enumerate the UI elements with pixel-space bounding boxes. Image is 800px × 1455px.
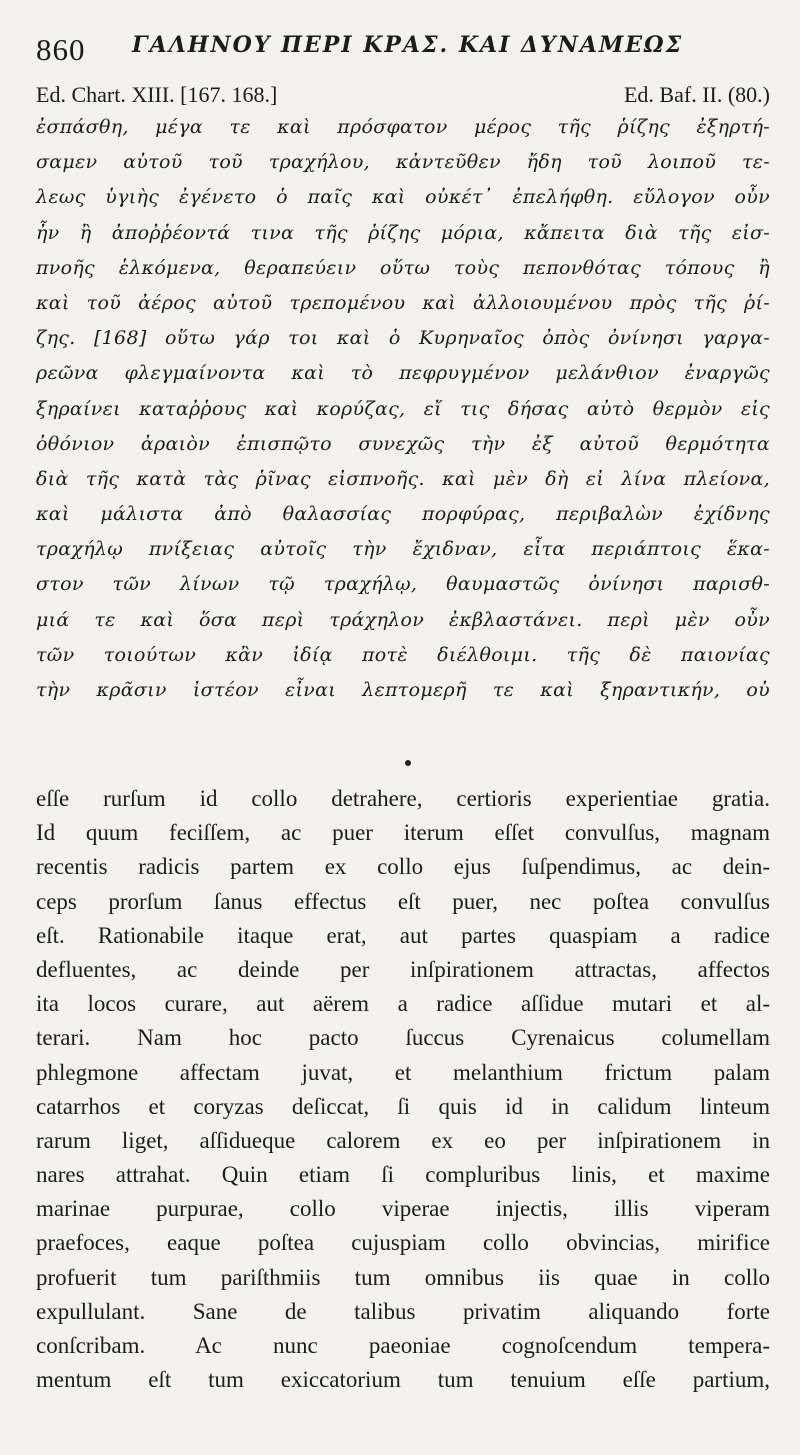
greek-text-block (36, 110, 770, 708)
greek-line: στον τῶν λίνων τῷ τραχήλῳ, θαυμαστῶς ὀνίνησι παρισθ- (36, 573, 770, 596)
latin-line: nares attrahat. Quin etiam ſi compluribus linis, et maxime (36, 1162, 770, 1188)
page-number: 860 (36, 32, 86, 67)
greek-line: μιά τε καὶ ὅσα περὶ τράχηλον ἐκβλαστάνει. περὶ μὲν οὖν (36, 608, 770, 631)
latin-line: phlegmone affectam juvat, et melanthium frictum palam (36, 1059, 770, 1085)
latin-line: Id quum feciſſem, ac puer iterum eſſet convulſus, magnam (36, 820, 770, 846)
greek-line: λεως ὑγιὴς ἐγένετο ὁ παῖς καὶ οὐκέτ᾽ ἐπελήφθη. εὔλογον οὖν (36, 186, 770, 209)
latin-line: ceps prorſum ſanus effectus eſt puer, nec poſtea convulſus (36, 888, 770, 914)
greek-line: τῶν τοιούτων κἂν ἰδίᾳ ποτὲ διέλθοιμι. τῆς δὲ παιονίας (36, 643, 770, 666)
latin-line: expullulant. Sane de talibus privatim aliquando forte (36, 1298, 770, 1324)
greek-line: καὶ μάλιστα ἀπὸ θαλασσίας πορφύρας, περιβαλὼν ἐχίδνης (36, 503, 770, 526)
greek-line: πνοῆς ἑλκόμενα, θεραπεύειν οὕτω τοὺς πεπονθότας τόπους ἢ (36, 256, 770, 279)
greek-line: ρεῶνα φλεγμαίνοντα καὶ τὸ πεφρυγμένον μελάνθιον ἐναργῶς (36, 362, 770, 385)
greek-line: ἦν ἢ ἀποῤῥέοντά τινα τῆς ῥίζης μόρια, κἄπειτα διὰ τῆς εἰσ- (36, 221, 770, 244)
latin-line: ita locos curare, aut aërem a radice aſſidue mutari et al- (36, 991, 770, 1017)
greek-line: τὴν κρᾶσιν ἰστέον εἶναι λεπτομερῆ τε καὶ ξηραντικήν, οὐ (36, 679, 770, 701)
latin-line: praefoces, eaque poſtea cujuspiam collo obvincias, mirifice (36, 1230, 770, 1256)
latin-text-block (36, 782, 770, 1397)
latin-line: profuerit tum pariſthmiis tum omnibus iis quae in collo (36, 1264, 770, 1290)
greek-line: ξηραίνει καταῤῥους καὶ κορύζας, εἴ τις δήσας αὐτὸ θερμὸν εἰς (36, 397, 770, 420)
latin-line: marinae purpurae, collo viperae injectis, illis viperam (36, 1196, 770, 1222)
running-head: ΓΑΛΗΝΟΥ ΠΕΡΙ ΚΡΑΣ. ΚΑΙ ΔΥΝΑΜΕΩΣ (132, 32, 684, 58)
greek-line: σαμεν αὐτοῦ τοῦ τραχήλου, κἀντεῦθεν ἤδη τοῦ λοιποῦ τε- (36, 151, 770, 174)
latin-line: defluentes, ac deinde per inſpirationem attractas, affectos (36, 956, 770, 982)
greek-line: διὰ τῆς κατὰ τὰς ῥῖνας εἰσπνοῆς. καὶ μὲν δὴ εἰ λίνα πλείονα, (36, 467, 770, 490)
page-header (36, 28, 770, 68)
greek-line: καὶ τοῦ ἀέρος αὐτοῦ τρεπομένου καὶ ἀλλοιουμένου πρὸς τῆς ῥί- (36, 291, 770, 314)
section-divider-dot (405, 760, 411, 766)
latin-line: catarrhos et coryzas deſiccat, ſi quis id in calidum linteum (36, 1093, 770, 1119)
latin-line: conſcribam. Ac nunc paeoniae cognoſcendum tempera- (36, 1333, 770, 1358)
latin-line: rarum liget, aſſidueque calorem ex eo per inſpirationem in (36, 1127, 770, 1153)
edition-line (36, 82, 770, 110)
latin-line: eſt. Rationabile itaque erat, aut partes quaspiam a radice (36, 922, 770, 948)
latin-line: eſſe rurſum id collo detrahere, certioris experientiae gratia. (36, 786, 770, 811)
edition-basel-ref: Ed. Baf. II. (80.) (623, 82, 770, 107)
greek-line: ἐσπάσθη, μέγα τε καὶ πρόσφατον μέρος τῆς ῥίζης ἐξηρτή- (36, 116, 770, 138)
latin-line: mentum eſt tum exiccatorium tum tenuium eſſe partium, (36, 1367, 770, 1393)
greek-line: ὀθόνιον ἀραιὸν ἐπισπῷτο συνεχῶς τὴν ἐξ αὐτοῦ θερμότητα (36, 432, 770, 455)
latin-line: recentis radicis partem ex collo ejus ſuſpendimus, ac dein- (36, 854, 770, 880)
greek-line: ζης. [168] οὕτω γάρ τοι καὶ ὁ Κυρηναῖος ὀπὸς ὀνίνησι γαργα- (36, 327, 770, 350)
latin-line: terari. Nam hoc pacto ſuccus Cyrenaicus columellam (36, 1025, 770, 1051)
edition-chart-ref: Ed. Chart. XIII. [167. 168.] (36, 82, 278, 107)
greek-line: τραχήλῳ πνίξειας αὐτοῖς τὴν ἔχιδναν, εἶτα περιάπτοις ἕκα- (36, 538, 770, 561)
